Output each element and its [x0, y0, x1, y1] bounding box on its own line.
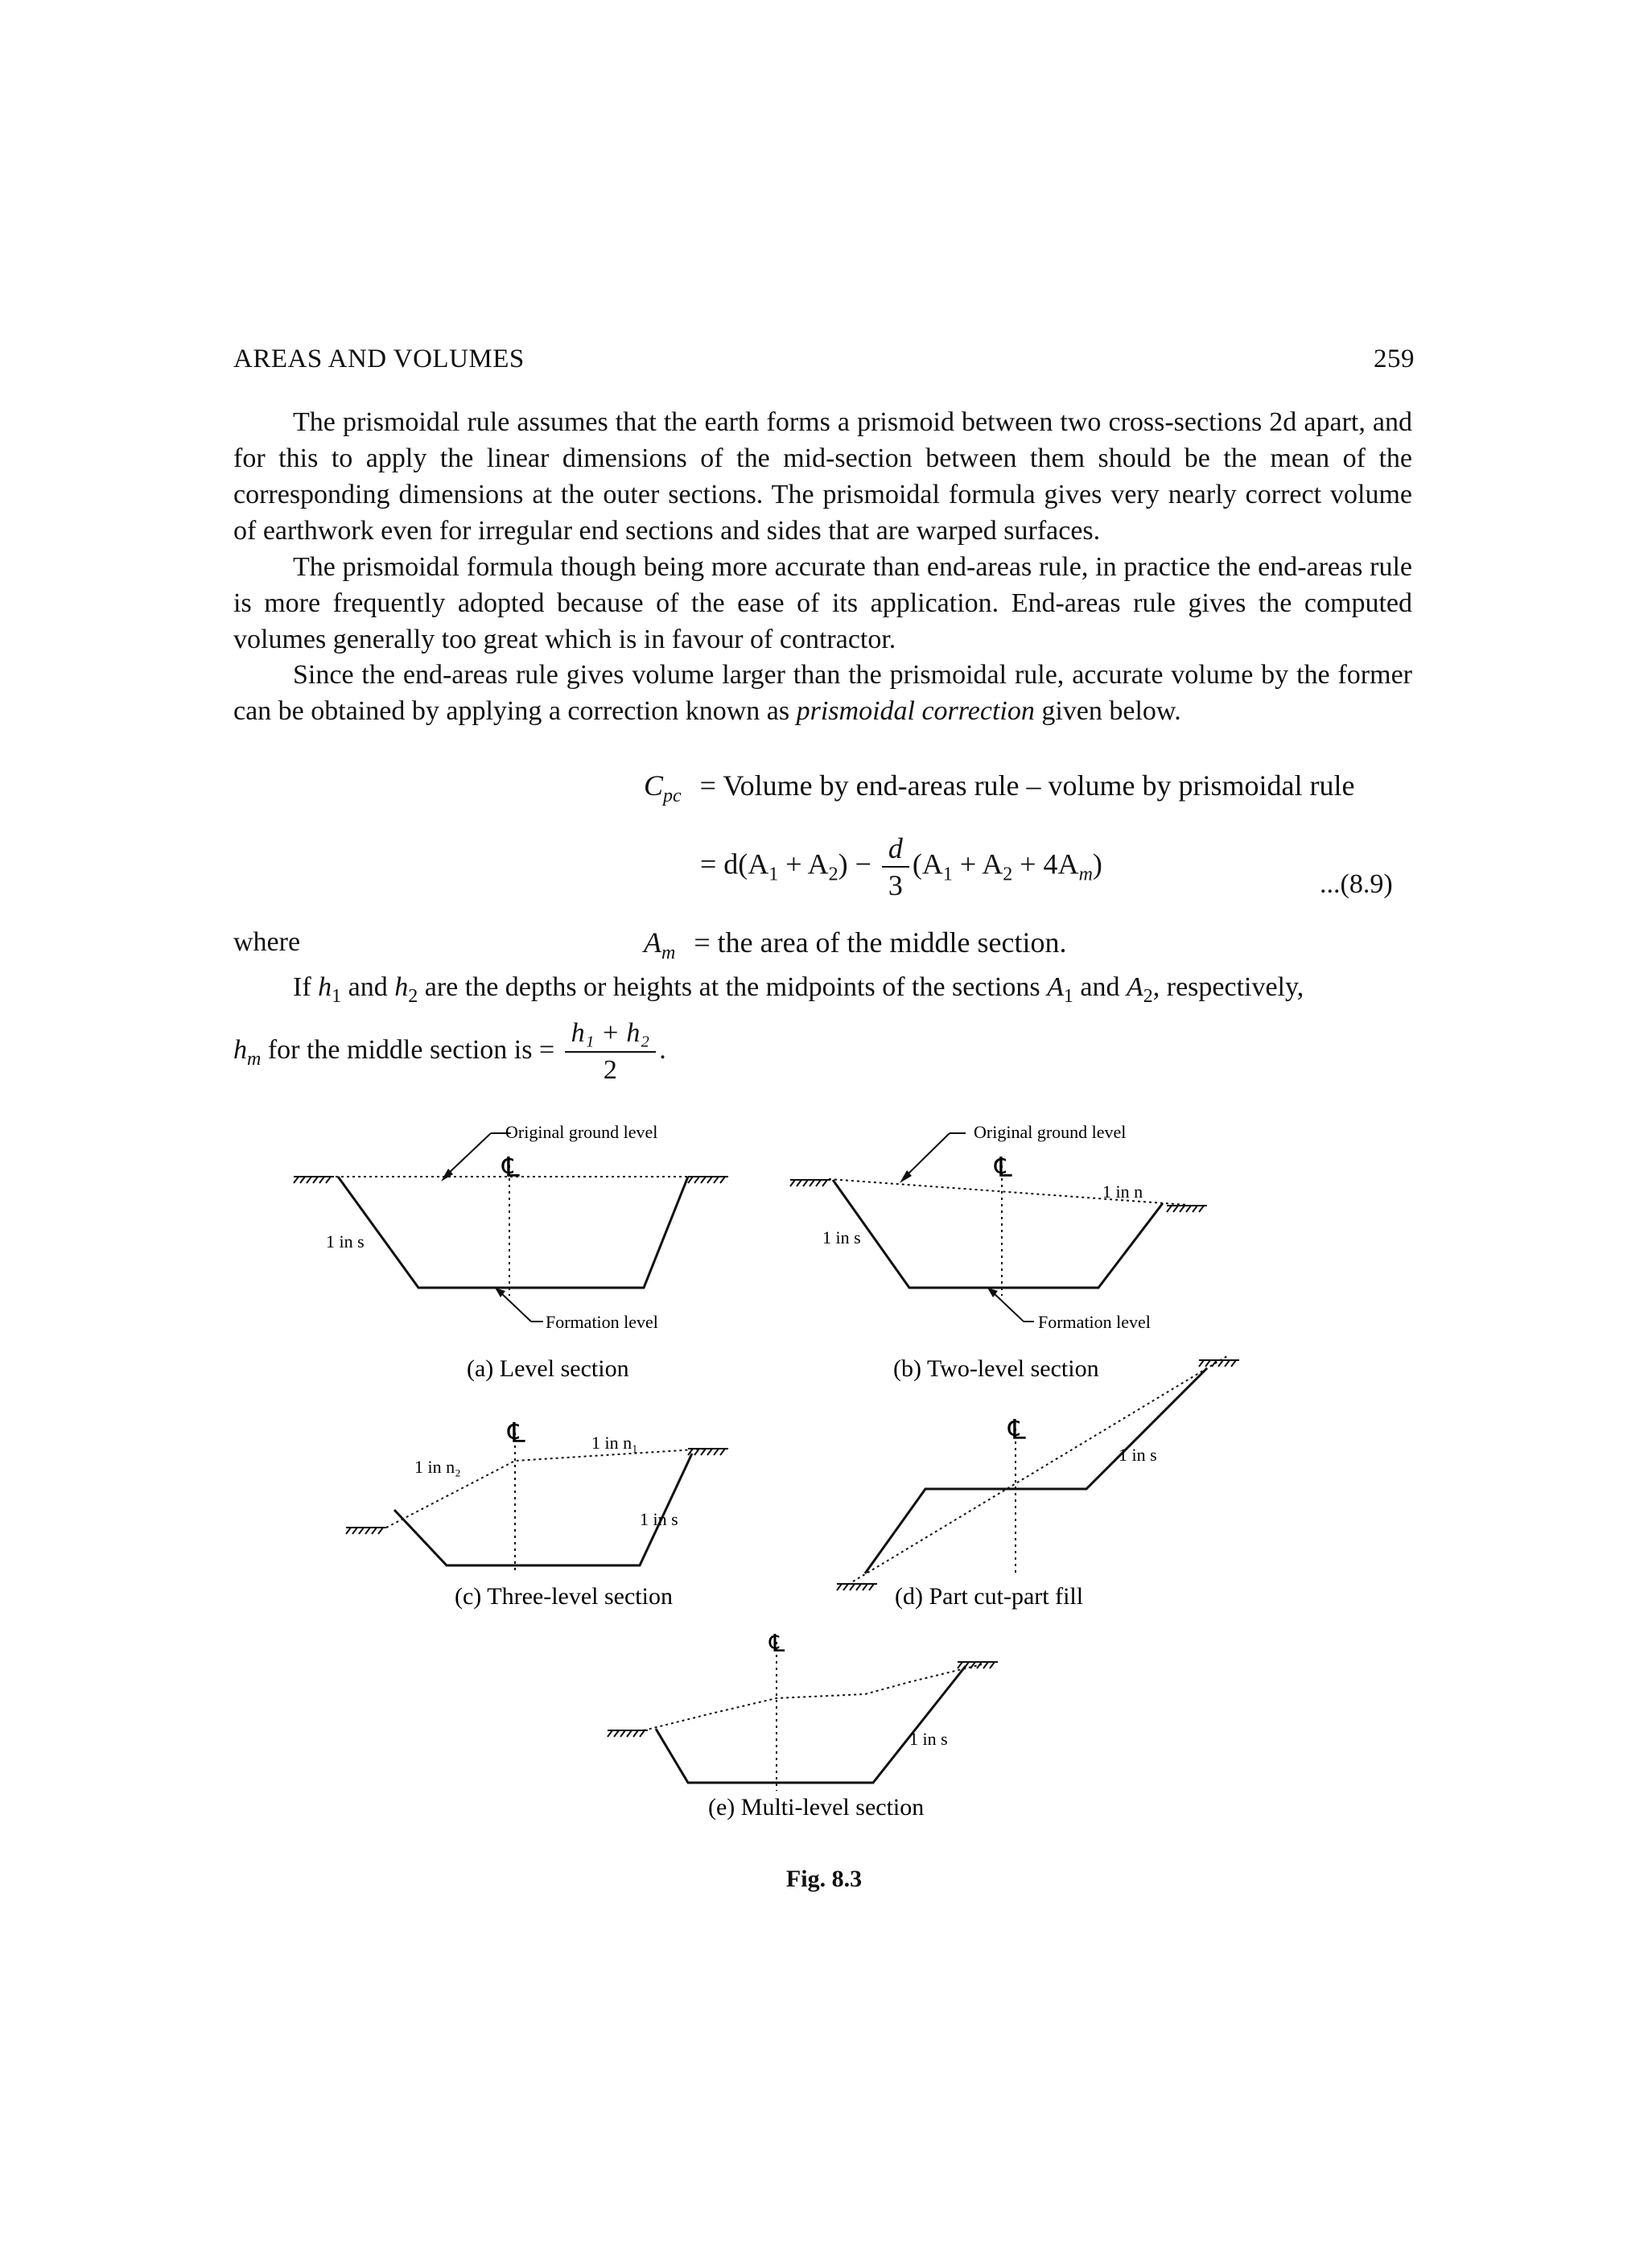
eq-sub-1b: 1 [942, 864, 953, 885]
diagram-part-cut-part-fill [837, 1356, 1239, 1610]
diagram-level-section [294, 1122, 728, 1382]
label-slope-n2-c: 1 in n₂ [414, 1457, 461, 1477]
label-slope-e: 1 in s [909, 1729, 948, 1749]
h1-symbol: h [318, 972, 332, 1002]
paragraph-correction-end: given below. [1034, 696, 1181, 726]
figure-caption: Fig. 8.3 [785, 1866, 863, 1892]
page-number: 259 [1374, 344, 1415, 373]
if-text-1: If [293, 972, 319, 1002]
leader-formation-b [991, 1291, 1024, 1322]
a2-symbol: A [1126, 972, 1143, 1002]
ground-hatch-left-a [294, 1177, 334, 1183]
diagram-three-level-section [346, 1419, 728, 1610]
caption-b: (b) Two-level section [893, 1355, 1099, 1382]
eq-sub-2a: 2 [828, 864, 838, 885]
if-text-5: , respectively, [1152, 972, 1304, 1002]
if-text-4: and [1073, 972, 1127, 1002]
am-definition: = the area of the middle section. [694, 926, 1067, 959]
paragraph-correction-start: Since the end-areas rule gives volume larger than the prismoidal rule, accurate volume by the former can be obtained by applying a correction known as [233, 660, 1412, 726]
label-orig-ground-b: Original ground level [974, 1122, 1127, 1142]
original-ground-line-e [644, 1664, 982, 1730]
centerline-symbol-b: ℄ [995, 1153, 1012, 1183]
eq-part-c: ) − [838, 847, 879, 880]
cpc-definition: = Volume by end-areas rule – volume by prismoidal rule [699, 769, 1355, 802]
ground-hatch-left-d [837, 1584, 877, 1590]
ground-hatch-right-d [1199, 1360, 1239, 1367]
leader-orig-ground-a [447, 1133, 491, 1175]
a2-sub: 2 [1143, 986, 1153, 1007]
paragraph-prismoidal-rule: The prismoidal rule assumes that the earth forms a prismoid between two cross-sections 2d apart, and for this to apply the linear dimensions of the mid-section between them should be the mean of the corresponding dimensions at the outer sections. The prismoidal formula gives very nearly correct volume of earthwork even for irregular end sections and sides that are warped surfaces. [233, 407, 1412, 546]
leader-formation-a [499, 1291, 531, 1322]
centerline-symbol-d: ℄ [1008, 1416, 1026, 1445]
diagram-multi-level-section [608, 1631, 998, 1821]
running-title: AREAS AND VOLUMES [233, 344, 525, 373]
caption-a: (a) Level section [467, 1355, 629, 1382]
hm-sub: m [247, 1048, 262, 1070]
a1-symbol: A [1047, 972, 1064, 1002]
ground-hatch-right-a [688, 1177, 728, 1183]
paragraph-end-areas: The prismoidal formula though being more accurate than end-areas rule, in practice the end-areas rule is more frequently adopted because of the ease of its application. End-areas rule gives the computed volumes generally too great which is in favour of contractor. [233, 552, 1412, 654]
prismoidal-correction-term: prismoidal correction [796, 696, 1035, 726]
label-slope-n-b: 1 in n [1102, 1181, 1143, 1202]
eq-sub-2b: 2 [1003, 864, 1013, 885]
eq-sub-1a: 1 [768, 864, 779, 885]
h2-symbol: h [394, 972, 409, 1002]
label-orig-ground-a: Original ground level [505, 1122, 658, 1142]
ground-hatch-left-b [790, 1180, 830, 1186]
centerline-symbol-c: ℄ [508, 1419, 525, 1449]
h2-sub: 2 [408, 986, 418, 1007]
caption-d: (d) Part cut-part fill [895, 1583, 1084, 1610]
hm-symbol: h [233, 1034, 247, 1065]
label-slope-b: 1 in s [822, 1227, 861, 1247]
centerline-symbol-a: ℄ [502, 1153, 520, 1183]
equation-number: ...(8.9) [1320, 869, 1393, 899]
eq-part-e: + A [952, 847, 1003, 880]
cpc-symbol: C [644, 769, 664, 802]
eq-part-d: (A [912, 847, 943, 880]
label-slope-c: 1 in s [640, 1509, 678, 1529]
label-slope-d: 1 in s [1119, 1445, 1157, 1465]
if-text-3: are the depths or heights at the midpoints of the sections [418, 972, 1048, 1002]
eq-part-b: + A [778, 847, 829, 880]
am-subscript: m [661, 942, 676, 963]
label-slope-n1-c: 1 in n₁ [591, 1433, 638, 1453]
fraction-d-numerator: d [882, 831, 909, 868]
label-slope-a: 1 in s [326, 1231, 365, 1252]
fraction-h-numerator: h₁ + h₂ [565, 1016, 657, 1053]
ground-hatch-left-c [346, 1528, 386, 1534]
caption-e: (e) Multi-level section [708, 1794, 925, 1821]
eq-part-g: ) [1092, 847, 1102, 880]
ground-hatch-left-e [608, 1730, 648, 1737]
leader-orig-ground-b [905, 1133, 950, 1177]
hm-line: $h_m$ for the middle section is = $\frac{\text{h₁ + h₂}}{2}$ . [233, 1016, 666, 1088]
diagram-two-level-section [790, 1122, 1207, 1382]
ground-hatch-right-c [688, 1449, 728, 1455]
h1-sub: 1 [332, 986, 342, 1007]
fraction-h-denominator: 2 [603, 1055, 617, 1085]
label-formation-b: Formation level [1038, 1312, 1151, 1332]
label-formation-a: Formation level [546, 1312, 658, 1332]
fraction-d-denominator: 3 [888, 869, 903, 901]
am-symbol: A [644, 926, 661, 959]
section-outline-a [338, 1177, 688, 1288]
section-outline-e [656, 1666, 966, 1783]
caption-c: (c) Three-level section [455, 1583, 673, 1610]
original-ground-line-d [853, 1356, 1227, 1581]
eq-sub-m: m [1078, 864, 1093, 885]
eq-part-a: = d(A [700, 847, 769, 880]
where-label: where [233, 927, 301, 957]
eq-part-f: + 4A [1012, 847, 1079, 880]
hm-text: for the middle section is = [261, 1034, 562, 1065]
ground-hatch-right-b [1167, 1206, 1207, 1212]
cpc-subscript: pc [663, 786, 682, 806]
if-text-2: and [341, 972, 395, 1002]
a1-sub: 1 [1063, 986, 1073, 1007]
centerline-symbol-e: ℄ [769, 1631, 785, 1657]
